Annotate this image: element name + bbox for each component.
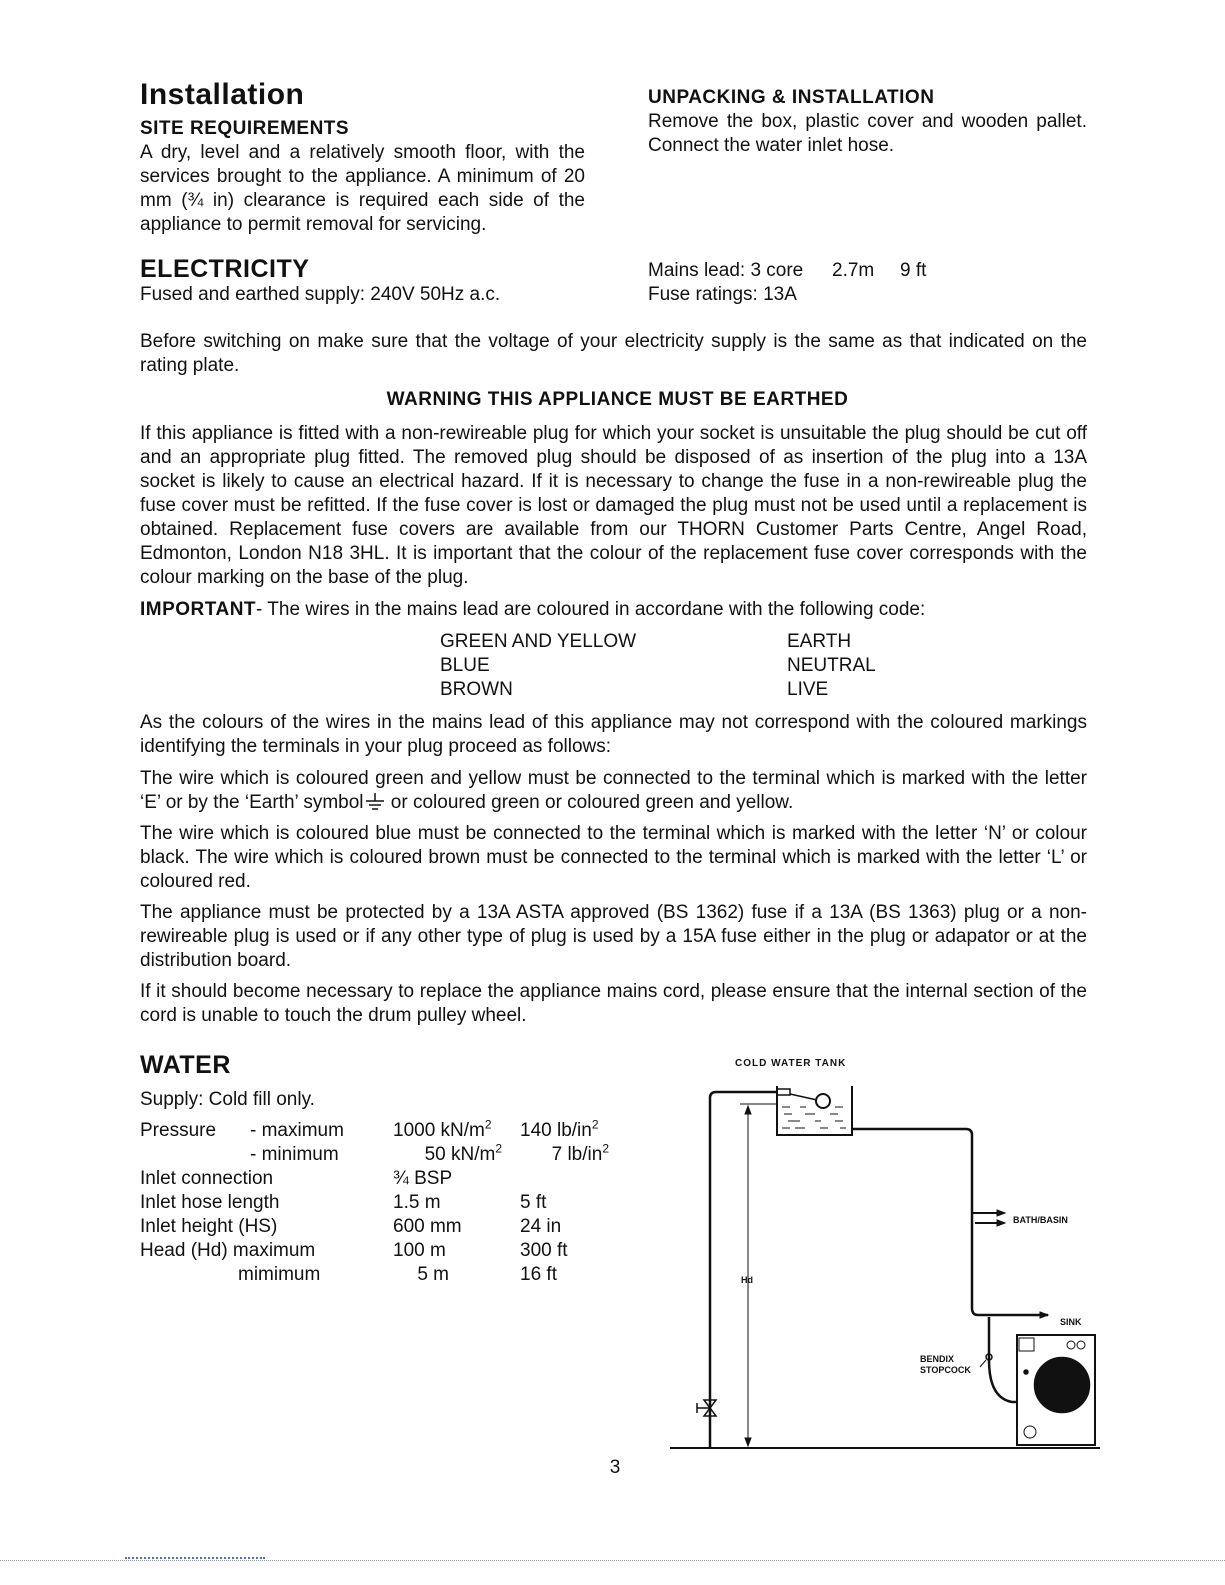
head-dimension [740,1104,776,1444]
spec-metric-text: 50 kN/m [424,1144,496,1165]
site-heading: SITE REQUIREMENTS [140,118,350,139]
water-supply: Supply: Cold fill only. [140,1089,315,1110]
plug-paragraph: If this appliance is fitted with a non-rewireable plug for which your socket is unsuitable the plug should be cut off and an appropriate plug fitted. The removed plug should be disposed of as insertion of the plug into a 13A socket is likely to cause an electrical hazard. If it is necessary to change the fuse in a non-rewireable plug the fuse cover must be refitted. If the fuse cover is lost or damaged the plug must not be used until a replacement is obtained. Replacement fuse covers are available from our THORN Customer Parts Centre, Angel Road, Edmonton, London N18 3HL. It is important that the colour of the replacement fuse cover corresponds with the colour marking on the base of the plug. [140,423,1087,588]
spec-sublabel [250,1119,344,1143]
paragraph: As the colours of the wires in the mains lead of this appliance may not correspond with the coloured markings identifying the terminals in your plug proceed as follows: [140,712,1087,757]
superscript: 2 [602,1141,609,1156]
mains-lead-m: 2.7m [832,260,875,281]
spec-imperial [520,1263,557,1287]
fuse-ratings: Fuse ratings: 13A [648,284,797,305]
spec-metric-text: ¾ BSP [393,1168,453,1189]
earth-symbol-icon [364,792,386,810]
spec-sublabel-text: - minimum [250,1144,339,1165]
spec-label [140,1191,279,1215]
hd-label: Hd [741,1275,753,1285]
wire-terminal: EARTH [787,631,852,652]
spec-label [140,1167,273,1191]
paragraph: If it should become necessary to replace the appliance mains cord, please ensure that the internal section of the cord is unable to touch the drum pulley wheel. [140,981,1087,1026]
spec-label [140,1119,216,1143]
voltage-note: Before switching on make sure that the voltage of your electricity supply is the same as that indicated on the rating plate. [140,331,1087,376]
electricity-supply: Fused and earthed supply: 240V 50Hz a.c. [140,284,501,305]
spec-metric [393,1239,446,1263]
spec-metric-text: 1000 kN/m [393,1120,485,1141]
wire-terminal: NEUTRAL [787,655,876,676]
spec-label-text: Head (Hd) maximum [140,1240,316,1261]
earth-text: The wire which is coloured green and yellow must be connected to the terminal which is marked with the letter ‘E’ or by the ‘Earth’ symbol [140,768,1087,813]
spec-metric [393,1215,462,1239]
cold-water-tank-label: COLD WATER TANK [735,1058,847,1069]
spec-imperial [520,1239,568,1263]
important-label: IMPORTANT [140,599,257,620]
spec-metric [393,1191,441,1215]
spec-metric-text: 1.5 m [393,1192,441,1213]
superscript: 2 [495,1141,502,1156]
wire-colour: GREEN AND YELLOW [440,631,637,652]
wire-colour: BROWN [440,679,513,700]
unpacking-text: Remove the box, plastic cover and wooden pallet. Connect the water inlet hose. [648,111,1087,156]
supply-pipe [710,1092,777,1448]
spec-imperial [520,1215,561,1239]
spec-imperial-text: 24 in [520,1216,562,1237]
spec-imperial-text: 300 ft [520,1240,568,1261]
spec-metric-text: 100 m [393,1240,446,1261]
spec-metric-text: 600 mm [393,1216,462,1237]
water-dashes [782,1107,846,1128]
spec-sublabel [250,1143,339,1167]
spec-label [140,1215,277,1239]
water-heading: WATER [140,1051,231,1079]
earth-text-end: or coloured green or coloured green and yellow. [385,792,794,813]
footer-link [125,1557,265,1559]
important-text: - The wires in the mains lead are coloured in accordane with the following code: [256,599,926,620]
spec-metric [417,1263,449,1287]
stopcock-label: BENDIX [920,1354,955,1364]
footer-rule [0,1560,1225,1561]
mains-lead-ft: 9 ft [900,260,927,281]
wire-colour: BLUE [440,655,490,676]
page-number: 3 [609,1457,621,1478]
spec-label-text: Inlet hose length [140,1192,280,1213]
spec-imperial-text: 16 ft [520,1264,557,1285]
spec-imperial [552,1143,609,1167]
electricity-heading: ELECTRICITY [140,255,310,283]
spec-imperial [520,1119,599,1143]
wire-terminal: LIVE [787,679,829,700]
spec-sublabel-text: mimimum [238,1264,321,1285]
superscript: 2 [484,1117,492,1132]
spec-label-text: Pressure [140,1120,217,1141]
spec-sublabel-text: - maximum [250,1120,344,1141]
paragraph: The wire which is coloured blue must be connected to the terminal which is marked with the letter ‘N’ or colour black. The wire which is coloured brown must be connected to the terminal which is marked with the letter ‘L’ or coloured red. [140,823,1087,892]
spec-metric [393,1119,492,1143]
earth-paragraph [140,767,1087,815]
spec-imperial-text: 5 ft [520,1192,547,1213]
drum [1035,1358,1089,1412]
spec-label-text: Inlet height (HS) [140,1216,278,1237]
valve-icon [697,1400,716,1416]
plumbing-diagram [660,1040,1100,1450]
inlet-valve [777,1089,790,1095]
stopcock-label: STOPCOCK [920,1365,971,1375]
warning-heading: WARNING THIS APPLIANCE MUST BE EARTHED [386,389,849,410]
mains-lead: Mains lead: 3 core [648,260,804,281]
ball-float [816,1094,830,1108]
bath-basin-label: BATH/BASIN [1013,1215,1068,1225]
sink-label: SINK [1060,1317,1082,1327]
spec-sublabel [238,1263,320,1287]
site-text: A dry, level and a relatively smooth floor, with the services brought to the appliance. A minimum of 20 mm (¾ in) clearance is required each side of the appliance to permit removal for servicing. [140,142,585,235]
spec-metric [393,1167,452,1191]
machine-hose [989,1317,1018,1402]
spec-metric [425,1143,502,1167]
spec-label-text: Inlet connection [140,1168,274,1189]
unpacking-heading: UNPACKING & INSTALLATION [648,87,935,108]
spec-imperial [520,1191,546,1215]
paragraph: The appliance must be protected by a 13A ASTA approved (BS 1362) fuse if a 13A (BS 1363) plug or a non-rewireable plug is used or if any other type of plug is used by a 15A fuse either in the plug or adapator or at the distribution board. [140,902,1087,971]
spec-metric-text: 5 m [417,1264,449,1285]
spec-imperial-text: 7 lb/in [551,1144,603,1165]
spec-label [140,1239,315,1263]
important-note [140,598,925,622]
spec-imperial-text: 140 lb/in [520,1120,592,1141]
page-title: Installation [140,78,305,111]
superscript: 2 [591,1117,599,1132]
